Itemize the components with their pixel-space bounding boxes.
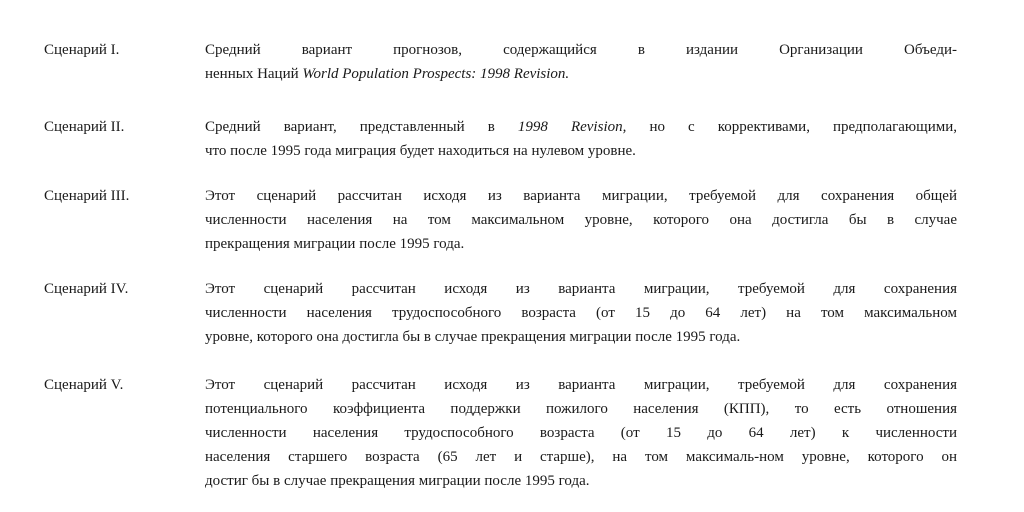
text-line bbox=[205, 397, 957, 421]
italic-title: 1998 Revision, bbox=[517, 119, 627, 135]
text-line bbox=[205, 421, 957, 445]
scenario-label: Сценарий III. bbox=[44, 188, 130, 204]
text-run: Этот сценарий рассчитан исходя из варианта миграции, требуемой для сохранения общей bbox=[205, 188, 957, 204]
text-line bbox=[205, 208, 957, 232]
text-line bbox=[205, 469, 957, 493]
text-line bbox=[205, 301, 957, 325]
text-line bbox=[205, 62, 957, 86]
scenario-label: Сценарий I. bbox=[44, 42, 120, 58]
text-line bbox=[205, 115, 957, 139]
text-run: ненных Наций bbox=[205, 66, 303, 82]
text-line bbox=[205, 232, 957, 256]
italic-title: World Population Prospects: 1998 Revision. bbox=[302, 66, 570, 82]
text-line bbox=[205, 184, 957, 208]
scenario-text bbox=[205, 277, 957, 349]
scenario-text bbox=[205, 373, 957, 493]
text-line bbox=[205, 38, 957, 62]
text-run: Этот сценарий рассчитан исходя из варианта миграции, требуемой для сохранения bbox=[205, 377, 957, 393]
text-run: Средний вариант, представленный в bbox=[205, 119, 518, 135]
text-run: Средний вариант прогнозов, содержащийся в издании Организации Объеди- bbox=[205, 42, 957, 58]
scenario-text bbox=[205, 38, 957, 86]
text-run: но с коррективами, предполагающими, bbox=[626, 119, 957, 135]
text-run: достиг бы в случае прекращения миграции после 1995 года. bbox=[205, 473, 590, 489]
text-run: уровне, которого она достигла бы в случае прекращения миграции после 1995 года. bbox=[205, 329, 741, 345]
text-run: населения старшего возраста (65 лет и старше), на том максималь-ном уровне, которого он bbox=[205, 449, 957, 465]
text-line bbox=[205, 445, 957, 469]
scenario-text bbox=[205, 115, 957, 163]
text-run: численности населения трудоспособного возраста (от 15 до 64 лет) на том максимальном bbox=[205, 305, 957, 321]
text-run: потенциального коэффициента поддержки пожилого населения (КПП), то есть отношения bbox=[205, 401, 957, 417]
scenario-label: Сценарий IV. bbox=[44, 281, 129, 297]
scenario-label: Сценарий II. bbox=[44, 119, 125, 135]
text-run: что после 1995 года миграция будет находиться на нулевом уровне. bbox=[205, 143, 636, 159]
scenario-label: Сценарий V. bbox=[44, 377, 124, 393]
scenario-text bbox=[205, 184, 957, 256]
text-line bbox=[205, 139, 957, 163]
text-line bbox=[205, 277, 957, 301]
text-run: численности населения на том максимальном уровне, которого она достигла бы в случае bbox=[205, 212, 957, 228]
text-run: численности населения трудоспособного возраста (от 15 до 64 лет) к численности bbox=[205, 425, 957, 441]
text-run: прекращения миграции после 1995 года. bbox=[205, 236, 465, 252]
text-line bbox=[205, 373, 957, 397]
text-line bbox=[205, 325, 957, 349]
text-run: Этот сценарий рассчитан исходя из варианта миграции, требуемой для сохранения bbox=[205, 281, 957, 297]
